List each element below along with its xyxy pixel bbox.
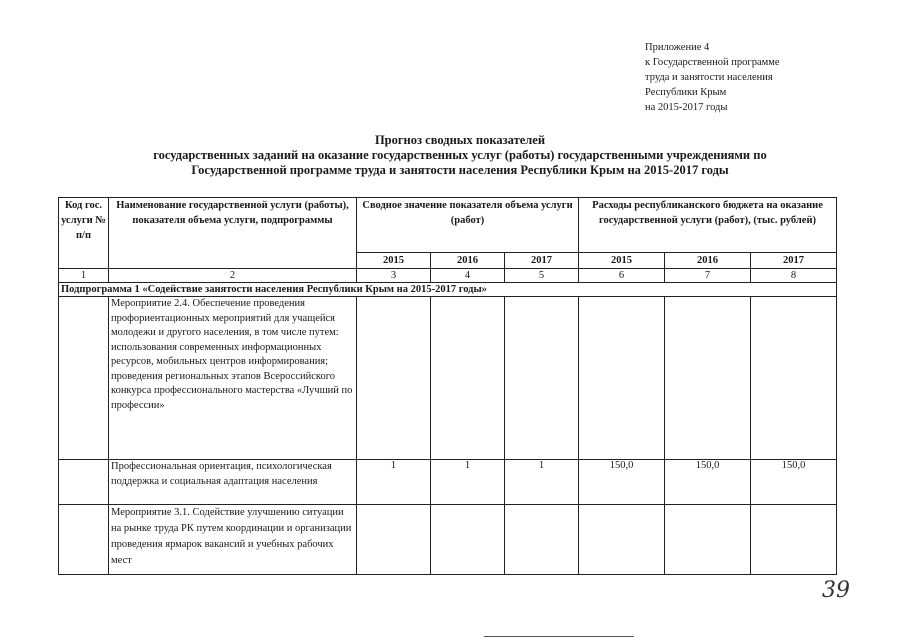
cell-value xyxy=(665,505,751,575)
cell-value xyxy=(505,297,579,460)
document-title xyxy=(60,133,860,178)
header-volume: Сводное значение показателя объема услуги (работ) xyxy=(357,198,579,253)
cell-name: Профессиональная ориентация, психологическая поддержка и социальная адаптация населения xyxy=(109,460,357,505)
header-year: 2017 xyxy=(751,253,837,269)
cell-value xyxy=(579,297,665,460)
column-index: 8 xyxy=(751,269,837,283)
table-row xyxy=(59,460,837,505)
forecast-table xyxy=(58,197,837,575)
cell-value xyxy=(357,505,431,575)
title-line: Государственной программе труда и занятости населения Республики Крым на 2015-2017 годы xyxy=(191,163,729,177)
header-year: 2015 xyxy=(579,253,665,269)
column-index: 5 xyxy=(505,269,579,283)
title-line: Прогноз сводных показателей xyxy=(374,133,546,147)
appendix-line: Республики Крым xyxy=(645,87,727,98)
column-index: 6 xyxy=(579,269,665,283)
cell-name: Мероприятие 3.1. Содействие улучшению ситуации на рынке труда РК путем координации и организации проведения ярмарок вакансий и учебных рабочих мест xyxy=(109,505,357,575)
table-row xyxy=(59,297,837,460)
column-index: 4 xyxy=(431,269,505,283)
page-number: 39 xyxy=(822,578,850,603)
title-line: государственных заданий на оказание государственных услуг (работы) государственными учреждениями по xyxy=(153,148,767,162)
header-year: 2015 xyxy=(357,253,431,269)
header-expenses: Расходы республиканского бюджета на оказание государственной услуги (работ), (тыс. рублей) xyxy=(579,198,837,253)
appendix-block xyxy=(645,40,780,115)
cell-value xyxy=(579,505,665,575)
header-year: 2016 xyxy=(665,253,751,269)
appendix-line: к Государственной программе xyxy=(645,57,780,68)
subprogram-title: Подпрограмма 1 «Содействие занятости населения Республики Крым на 2015-2017 годы» xyxy=(59,283,837,297)
cell-value: 1 xyxy=(357,460,431,505)
column-index: 2 xyxy=(109,269,357,283)
header-name: Наименование государственной услуги (работы), показателя объема услуги, подпрограммы xyxy=(109,198,357,269)
cell-value: 150,0 xyxy=(579,460,665,505)
cell-value xyxy=(357,297,431,460)
appendix-line: на 2015-2017 годы xyxy=(645,102,728,113)
cell-name: Мероприятие 2.4. Обеспечение проведения профориентационных мероприятий для учащейся молодежи и другого населения, в том числе путем: использования современных информационных ресурсов, мобильных центров информирования; проведения региональных этапов Всероссийского конкурса профессионального мастерства «Лучший по профессии» xyxy=(109,297,357,460)
cell-value: 1 xyxy=(505,460,579,505)
column-index: 3 xyxy=(357,269,431,283)
cell-value: 150,0 xyxy=(751,460,837,505)
appendix-line: Приложение 4 xyxy=(645,42,710,53)
cell-value xyxy=(505,505,579,575)
column-index: 7 xyxy=(665,269,751,283)
footer-divider xyxy=(484,636,634,637)
cell-value xyxy=(431,505,505,575)
column-index: 1 xyxy=(59,269,109,283)
cell-code xyxy=(59,297,109,460)
cell-value: 1 xyxy=(431,460,505,505)
appendix-line: труда и занятости населения xyxy=(645,72,773,83)
header-code: Код гос. услуги № п/п xyxy=(59,198,109,269)
header-year: 2016 xyxy=(431,253,505,269)
cell-value xyxy=(751,505,837,575)
cell-value: 150,0 xyxy=(665,460,751,505)
cell-code xyxy=(59,505,109,575)
header-year: 2017 xyxy=(505,253,579,269)
cell-value xyxy=(751,297,837,460)
cell-code xyxy=(59,460,109,505)
cell-value xyxy=(431,297,505,460)
table-row xyxy=(59,505,837,575)
cell-value xyxy=(665,297,751,460)
